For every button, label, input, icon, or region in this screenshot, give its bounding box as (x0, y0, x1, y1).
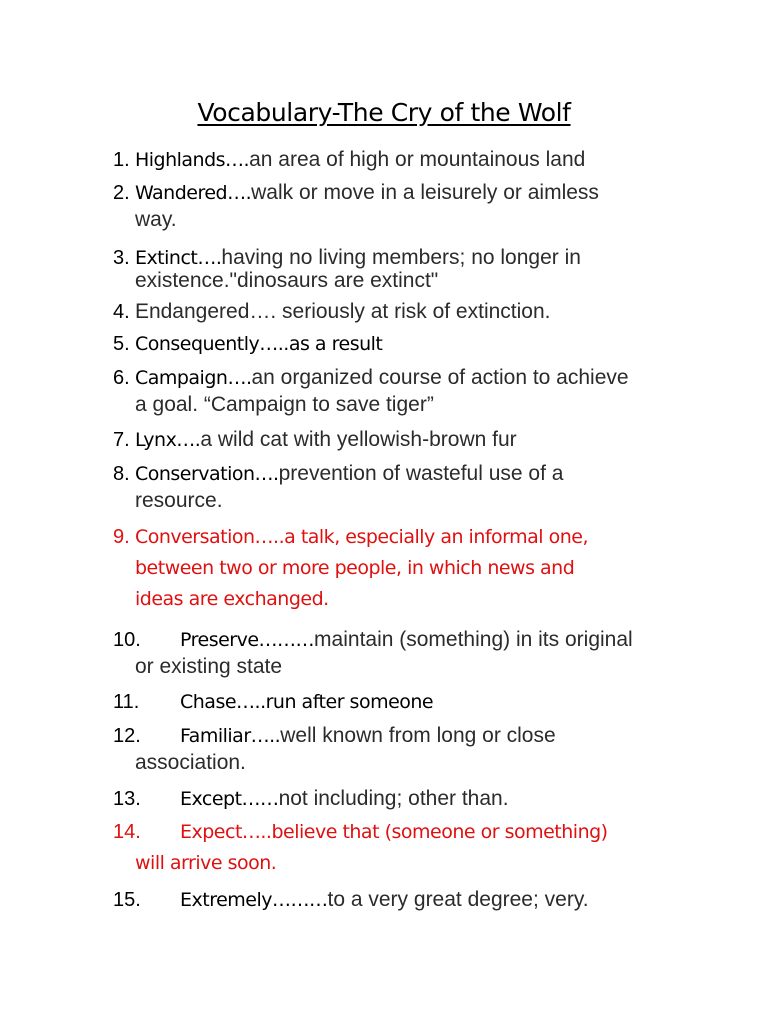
vocab-word: Conversation…..a talk, especially an informal one, (134, 526, 589, 548)
item-number: 9. (113, 526, 130, 548)
vocab-word: Preserve……… (180, 629, 315, 651)
definition-continued: between two or more people, in which news and (135, 557, 575, 579)
item-number: 15. (113, 889, 141, 911)
definition-continued: existence."dinosaurs are extinct" (135, 269, 439, 292)
definition: having no living members; no longer in (221, 246, 581, 269)
vocab-word: Wandered…. (134, 182, 252, 204)
vocab-word: Familiar….. (180, 725, 281, 747)
item-number: 4. (113, 301, 130, 323)
definition: an organized course of action to achieve (251, 366, 629, 389)
definition: well known from long or close (280, 724, 556, 747)
definition: not including; other than. (278, 787, 509, 810)
list-item (113, 147, 713, 172)
vocab-word: Consequently…..as a result (134, 333, 383, 355)
list-item (113, 723, 713, 775)
vocab-word: Lynx…. (134, 429, 201, 451)
list-item (113, 245, 713, 293)
definition: prevention of wasteful use of a (278, 462, 564, 485)
item-number: 1. (113, 149, 130, 171)
list-item (113, 461, 713, 513)
list-item-highlighted (113, 524, 713, 611)
item-number: 11. (113, 691, 140, 713)
vocab-word: Conservation…. (134, 463, 279, 485)
list-item (113, 180, 713, 232)
item-number: 13. (113, 788, 141, 810)
vocab-word: Extremely……… (180, 889, 328, 911)
item-number: 8. (113, 463, 130, 485)
list-item (113, 887, 713, 912)
item-number: 14. (113, 821, 141, 843)
list-item-highlighted (113, 819, 713, 875)
vocab-word: Highlands…. (134, 149, 250, 171)
item-number: 3. (113, 247, 130, 269)
definition-continued: or existing state (135, 655, 283, 678)
list-item (113, 331, 713, 356)
definition: walk or move in a leisurely or aimless (251, 181, 599, 204)
definition: maintain (something) in its original (314, 628, 633, 651)
item-number: 6. (113, 367, 130, 389)
definition-continued: way. (135, 208, 177, 231)
item-number: 2. (113, 182, 130, 204)
list-item (113, 786, 713, 811)
list-item (113, 365, 713, 417)
definition-continued: resource. (135, 489, 223, 512)
vocab-word: Extinct…. (134, 247, 222, 269)
definition: Endangered…. seriously at risk of extinction. (134, 300, 551, 323)
definition-continued: a goal. “Campaign to save tiger” (135, 393, 434, 416)
list-item (113, 689, 713, 714)
list-item (113, 627, 713, 679)
item-number: 5. (113, 333, 130, 355)
item-number: 12. (113, 725, 141, 747)
vocab-word: Expect…..believe that (someone or something) (180, 821, 608, 843)
vocab-word: Campaign…. (134, 367, 252, 389)
list-item (113, 427, 713, 452)
definition-continued: ideas are exchanged. (135, 588, 329, 610)
definition-continued: will arrive soon. (135, 852, 277, 874)
page-title: Vocabulary-The Cry of the Wolf (197, 98, 571, 127)
definition: an area of high or mountainous land (249, 148, 586, 171)
definition: a wild cat with yellowish-brown fur (200, 428, 517, 451)
list-item (113, 299, 713, 324)
vocab-word: Chase…..run after someone (180, 691, 434, 713)
vocab-word: Except…… (180, 788, 279, 810)
definition: to a very great degree; very. (327, 888, 589, 911)
item-number: 7. (113, 429, 130, 451)
item-number: 10. (113, 629, 141, 651)
definition-continued: association. (135, 751, 246, 774)
